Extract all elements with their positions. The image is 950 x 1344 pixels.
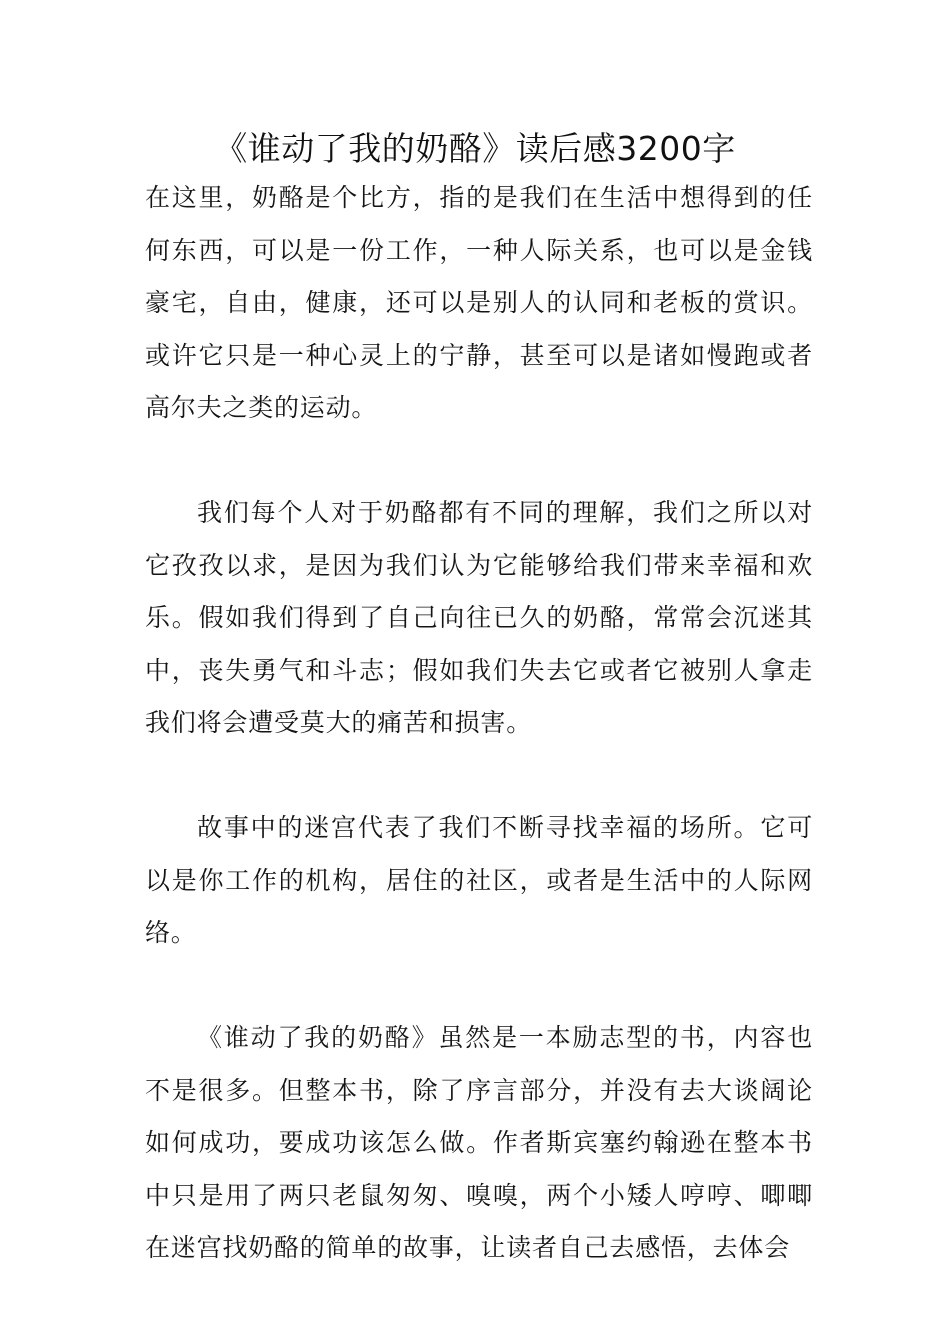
- paragraph-gap: [145, 960, 813, 1013]
- document-title: 《谁动了我的奶酪》读后感3200字: [214, 129, 736, 168]
- paragraph-gap: [145, 750, 813, 803]
- paragraph: 《谁动了我的奶酪》虽然是一本励志型的书，内容也不是很多。但整本书，除了序言部分，并没有去大谈阔论如何成功，要成功该怎么做。作者斯宾塞约翰逊在整本书中只是用了两只老鼠匆匆、嗅嗅，两个小矮人哼哼、唧唧在迷宫找奶酪的简单的故事，让读者自己去感悟，去体会: [145, 1023, 813, 1262]
- paragraph: 在这里，奶酪是个比方，指的是我们在生活中想得到的任何东西，可以是一份工作，一种人际关系，也可以是金钱豪宅，自由，健康，还可以是别人的认同和老板的赏识。或许它只是一种心灵上的宁静，甚至可以是诸如慢跑或者高尔夫之类的运动。: [145, 183, 813, 422]
- document-body: [145, 172, 813, 1275]
- paragraph: 我们每个人对于奶酪都有不同的理解，我们之所以对它孜孜以求，是因为我们认为它能够给我们带来幸福和欢乐。假如我们得到了自己向往已久的奶酪，常常会沉迷其中，丧失勇气和斗志；假如我们失去它或者它被别人拿走我们将会遭受莫大的痛苦和损害。: [145, 498, 813, 737]
- paragraph-gap: [145, 435, 813, 488]
- paragraph: 故事中的迷宫代表了我们不断寻找幸福的场所。它可以是你工作的机构，居住的社区，或者是生活中的人际网络。: [145, 813, 813, 947]
